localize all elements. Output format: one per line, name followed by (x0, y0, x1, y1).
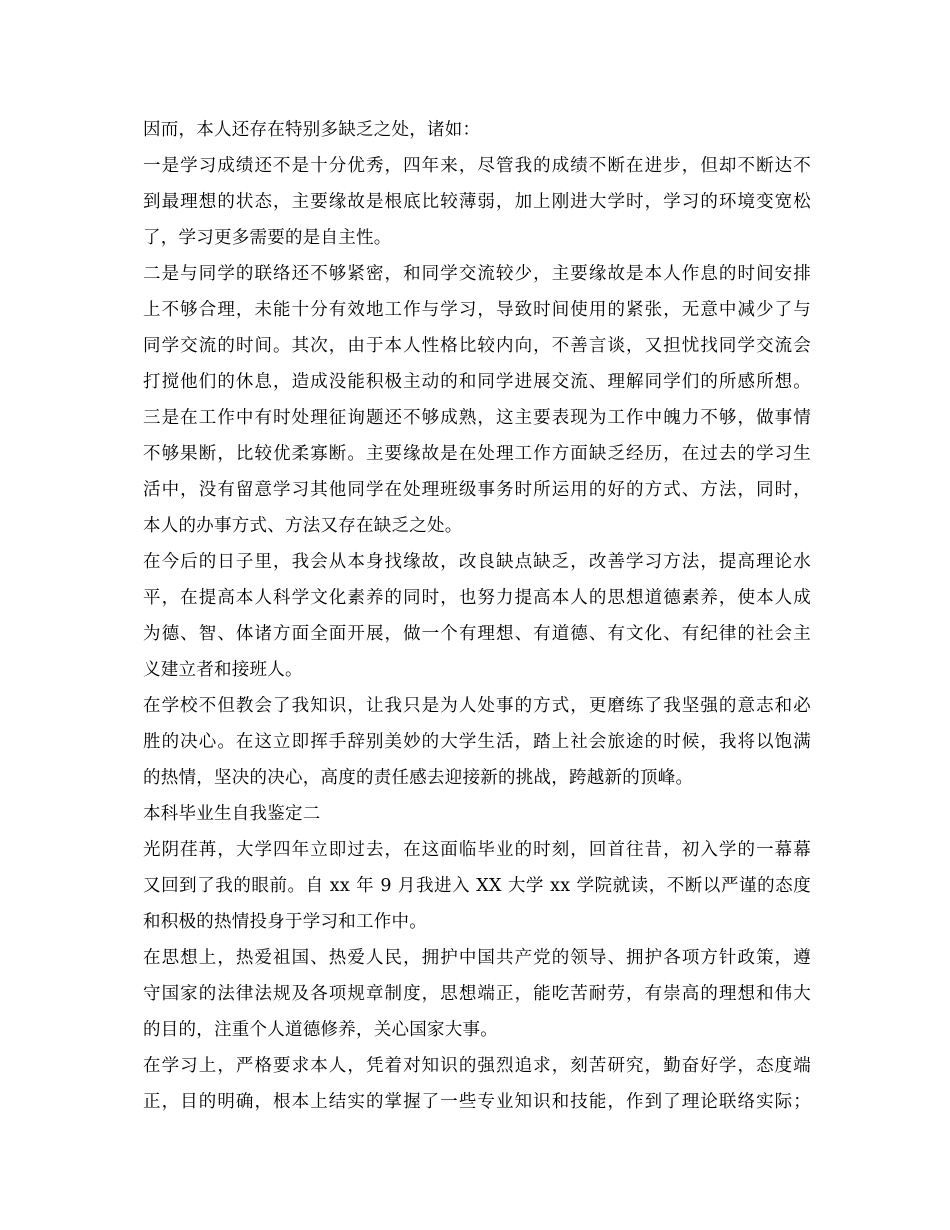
text-line: 又回到了我的眼前。自 xx 年 9 月我进入 XX 大学 xx 学院就读，不断以严谨的态度 (143, 876, 811, 896)
text-line: 同学交流的时间。其次，由于本人性格比较内向，不善言谈，又担忧找同学交流会 (143, 336, 811, 356)
text-line: 在学校不但教会了我知识，让我只是为人处事的方式，更磨练了我坚强的意志和必 (143, 696, 811, 716)
document-body (143, 112, 811, 1120)
text-line: 正，目的明确，根本上结实的掌握了一些专业知识和技能，作到了理论联络实际； (143, 1092, 811, 1112)
text-line: 因而，本人还存在特别多缺乏之处，诸如： (143, 120, 481, 140)
text-line: 打搅他们的休息，造成没能积极主动的和同学进展交流、理解同学们的所感所想。 (143, 372, 811, 392)
text-line: 在思想上，热爱祖国、热爱人民，拥护中国共产党的领导、拥护各项方针政策，遵 (143, 948, 811, 968)
text-line: 和积极的热情投身于学习和工作中。 (143, 912, 427, 932)
text-line: 上不够合理，未能十分有效地工作与学习，导致时间使用的紧张，无意中减少了与 (143, 300, 811, 320)
text-line: 一是学习成绩还不是十分优秀，四年来，尽管我的成绩不断在进步，但却不断达不 (143, 156, 811, 176)
text-line: 的热情，坚决的决心，高度的责任感去迎接新的挑战，跨越新的顶峰。 (143, 768, 694, 788)
text-line: 胜的决心。在这立即挥手辞别美妙的大学生活，踏上社会旅途的时候，我将以饱满 (143, 732, 811, 752)
text-line: 二是与同学的联络还不够紧密，和同学交流较少，主要缘故是本人作息的时间安排 (143, 264, 811, 284)
text-line: 平，在提高本人科学文化素养的同时，也努力提高本人的思想道德素养，使本人成 (143, 588, 811, 608)
text-line: 义建立者和接班人。 (143, 660, 303, 680)
text-line: 不够果断，比较优柔寡断。主要缘故是在处理工作方面缺乏经历，在过去的学习生 (143, 444, 811, 464)
text-line: 为德、智、体诸方面全面开展，做一个有理想、有道德、有文化、有纪律的社会主 (143, 624, 811, 644)
text-line: 了，学习更多需要的是自主性。 (143, 228, 392, 248)
text-line: 的目的，注重个人道德修养，关心国家大事。 (143, 1020, 498, 1040)
text-line: 本人的办事方式、方法又存在缺乏之处。 (143, 516, 463, 536)
text-line: 到最理想的状态，主要缘故是根底比较薄弱，加上刚进大学时，学习的环境变宽松 (143, 192, 811, 212)
text-line: 本科毕业生自我鉴定二 (143, 804, 321, 824)
text-line: 活中，没有留意学习其他同学在处理班级事务时所运用的好的方式、方法，同时， (143, 480, 811, 500)
text-line: 在学习上，严格要求本人，凭着对知识的强烈追求，刻苦研究，勤奋好学，态度端 (143, 1056, 811, 1076)
text-line: 守国家的法律法规及各项规章制度，思想端正，能吃苦耐劳，有崇高的理想和伟大 (143, 984, 811, 1004)
text-line: 在今后的日子里，我会从本身找缘故，改良缺点缺乏，改善学习方法，提高理论水 (143, 552, 811, 572)
text-line: 光阴荏苒，大学四年立即过去，在这面临毕业的时刻，回首往昔，初入学的一幕幕 (143, 840, 811, 860)
text-line: 三是在工作中有时处理征询题还不够成熟，这主要表现为工作中魄力不够，做事情 (143, 408, 811, 428)
